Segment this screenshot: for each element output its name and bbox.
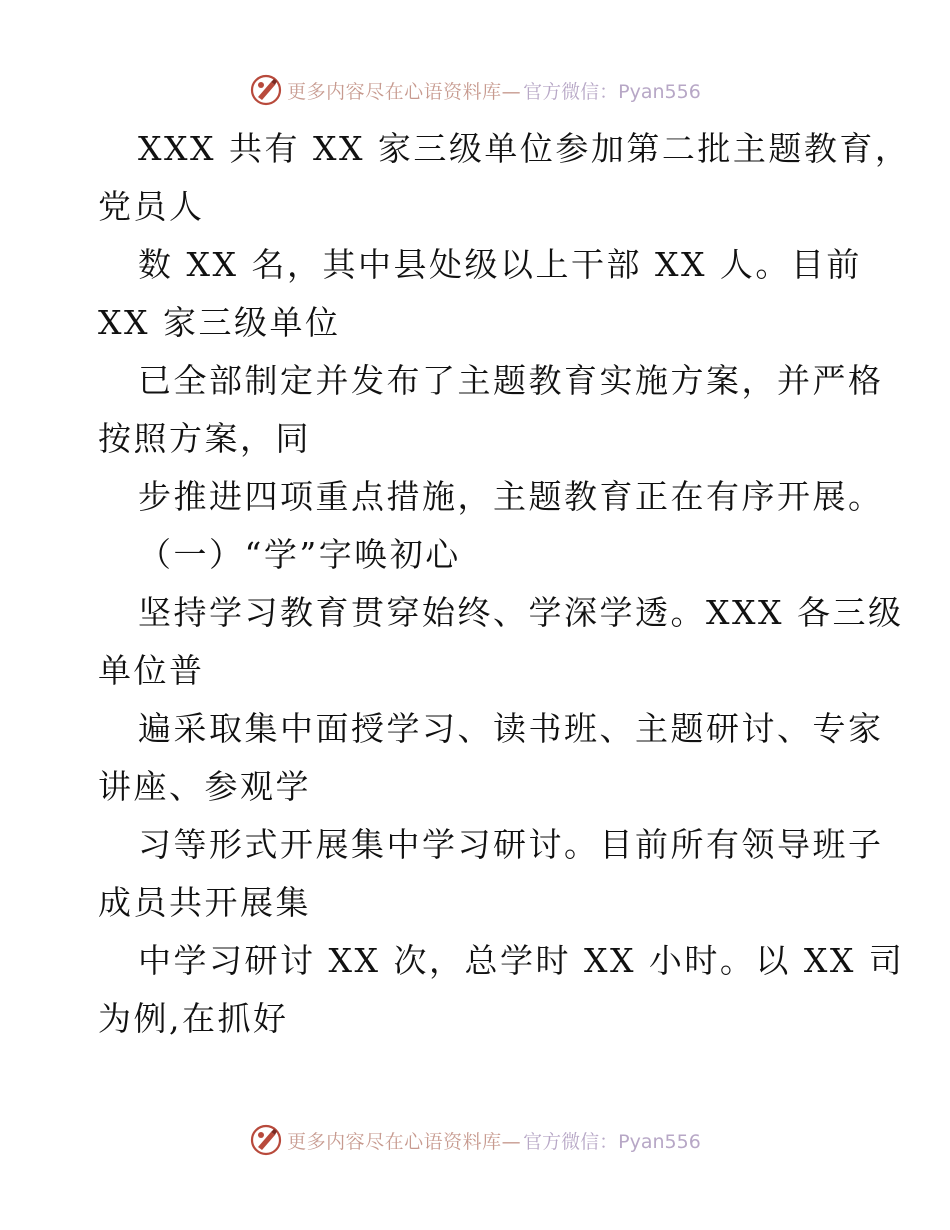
text-line: 为例,在抓好 [98,999,289,1038]
text-line: 单位普 [98,651,205,690]
text-line: 讲座、参观学 [98,767,311,806]
text-line: 中学习研讨 XX 次，总学时 XX 小时。以 XX 司 [138,941,905,980]
text-line: XX 家三级单位 [98,303,341,342]
text-line: （一）“学”字唤初心 [138,535,461,574]
document-body [98,120,911,1048]
text-line: 已全部制定并发布了主题教育实施方案，并严格 [138,361,884,400]
pen-seal-logo-icon [249,1123,283,1157]
text-line: 习等形式开展集中学习研讨。目前所有领导班子 [138,825,884,864]
text-line: 坚持学习教育贯穿始终、学深学透。XXX 各三级 [138,593,904,632]
watermark-wechat: 官方微信：Pyan556 [523,80,701,103]
text-line: 党员人 [98,187,205,226]
text-line: 遍采取集中面授学习、读书班、主题研讨、专家 [138,709,884,748]
header-watermark [0,70,950,110]
text-line: XXX 共有 XX 家三级单位参加第二批主题教育， [138,129,911,168]
text-line: 成员共开展集 [98,883,311,922]
watermark-wechat: 官方微信：Pyan556 [523,1130,701,1153]
watermark-text: 更多内容尽在心语资料库— [287,80,522,103]
watermark-text: 更多内容尽在心语资料库— [287,1130,522,1153]
text-line: 按照方案，同 [98,419,311,458]
text-line: 数 XX 名，其中县处级以上干部 XX 人。目前 [138,245,862,284]
text-line: 步推进四项重点措施，主题教育正在有序开展。 [138,477,884,516]
footer-watermark [0,1120,950,1160]
pen-seal-logo-icon [249,73,283,107]
